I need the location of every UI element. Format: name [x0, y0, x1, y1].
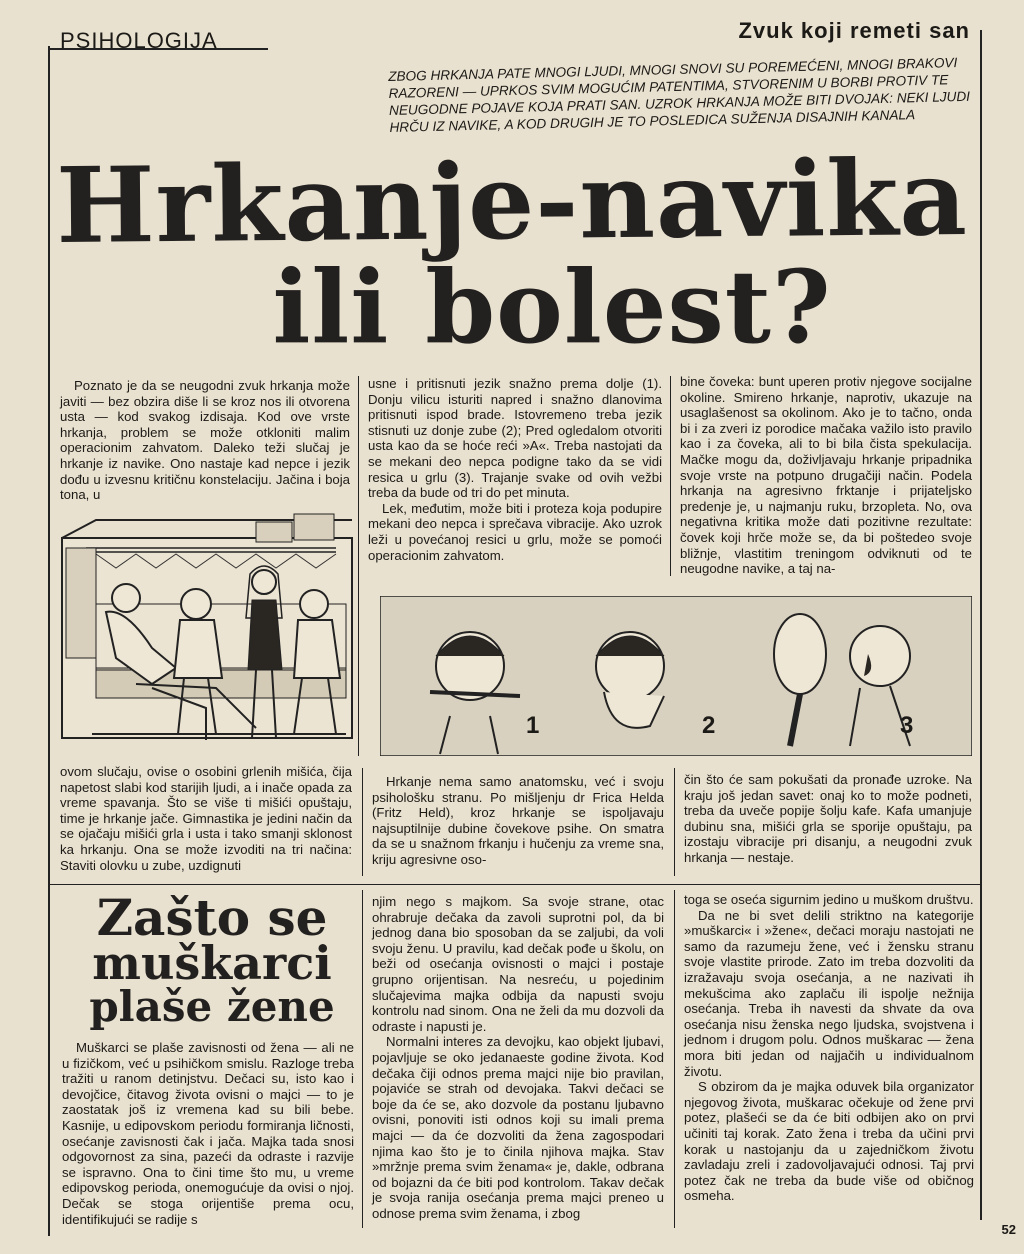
column-divider — [358, 376, 359, 756]
exercise-illustrations — [380, 596, 972, 756]
article2-col1 — [62, 1040, 354, 1227]
column-divider — [670, 376, 671, 576]
exercise-drawing — [380, 596, 972, 756]
paragraph: Hrkanje nema samo anatomsku, već i svoju psihološku stranu. Po mišljenju dr Frica Helda (Fritz Held), kroz hrkanje se ispoljavaju najsuptilnije dubine čovekove psihe. On smatra da se u snažnom frkanju i hučenju za vreme sna, kriju agresivne oso- — [372, 774, 664, 867]
article1-col2-top — [368, 376, 662, 563]
article1-col3-mid — [684, 772, 972, 866]
paragraph: čin što će sam pokušati da pronađe uzroke. Na kraju još jedan savet: onaj ko to može podneti, treba da uveče popije šolju kafe. Kafa umanjuje dubinu sna, mišići grla se sporije opuštaju, pa izostaju vibracije pri disanju, a neugodni zvuk hrkanja — nestaje. — [684, 772, 972, 865]
paragraph: bine čoveka: bunt uperen protiv njegove socijalne okoline. Smireno hrkanje, naprotiv, ukazuje na usaglašenost sa okolinom. Ako je to tačno, onda bi i za zveri iz porodice mačaka važilo isto pravilo kao i za čoveka, ali to bi bila čista spekulacija. Mačke mogu da, doživljavaju hrkanje pripadnika svoje vrste na potpuno drugačiji način. Podela hrkanja na agresivno frktanje i prijateljsko predenje je, u najmanju ruku, brzopleta. No, ova negativna kritika može dati pozitivne rezultate: čovek koji hrče može se, da bi poštedeo svoje bližnje, vlastitim treningom odviknuti od te neugodne navike, a taj na- — [680, 374, 972, 577]
cartoon-drawing — [56, 508, 356, 760]
article1-col1-mid — [60, 764, 352, 873]
snoring-passengers-illustration — [56, 508, 356, 760]
topic-label: Zvuk koji remeti san — [738, 18, 970, 43]
article1-col2-mid — [372, 774, 664, 868]
article2-col2 — [372, 894, 664, 1221]
column-divider — [674, 890, 675, 1228]
paragraph: Da ne bi svet delili striktno na kategorije »muškarci« i »žene«, dečaci moraju nastojati ne samo da razumeju žene, već i žensku stranu svoje vlastite prirode. Zato im treba dozvoliti da izražavaju svoja osećanja, a ne nazivati ih mekušcima ako zaplaču ili ispolje nežnija osećanja. Treba ih navesti da shvate da ova osećanja nisu ženska nego ljudska, svojstvena i jednom i drugom polu. Odnos muškarac — žena mora biti jedan od najjačih u individualnom životu. — [684, 907, 974, 1079]
paragraph: usne i pritisnuti jezik snažno prema dolje (1). Donju vilicu isturiti napred i snažno dlanovima pritisnuti ispod brade. Istovremeno treba jezik stisnuti uz donje zube (2); Pred ogledalom otvoriti usta kao da se hoće reći »A«. Treba nastojati da se mekani deo nepca podigne tako da se vidi resica u grlu (3). Trajanje svake od ovih vežbi treba da bude od tri do pet minuta. — [368, 376, 662, 501]
paragraph: Poznato je da se neugodni zvuk hrkanja može javiti — bez obzira diše li se kroz nos ili otvorena usta — kod svakog izdisaja. Kod ove vrste hrkanja, problem se može otkloniti malim operacionim zahvatom. Daleko teži slučaj je hrkanje iz navike. Ono nastaje kad nepce i jezik dođu u izvesnu kritičnu konstelaciju. Jačina i boja tona, u — [60, 378, 350, 503]
paragraph: ovom slučaju, ovise o osobini grlenih mišića, čija napetost slabi kod starijih ljudi, a i inače opada za vreme spavanja. Što se više ti mišići opuštaju, time je hrkanje jače. Gimnastika je jedini način da se ojačaju mišići grla i usta i tako smanji sklonost ka hrkanju. Ona se može izvoditi na tri načina: Staviti olovku u zube, uzdignuti — [60, 764, 352, 873]
headline-line-2: ili bolest? — [272, 248, 832, 366]
article1-col1-top — [60, 378, 350, 503]
paragraph: S obzirom da je majka oduvek bila organizator njegovog života, muškarac očekuje od žene prvi potez, plašeći se da će biti odbijen ako on prvi učiniti taj korak. Zato žena i treba da učini prvi korak u nastojanju da u zajedničkom životu zavladaju zreli i zadovoljavajući odnosi. Taj prvi potez čak ne treba da bude više od običnog osmeha. — [684, 1079, 974, 1204]
exercise-label-3: 3 — [900, 712, 914, 739]
article1-col3-top — [680, 374, 972, 577]
article2-headline-line-2: muškarci — [92, 936, 332, 990]
page-number: 52 — [1001, 1222, 1016, 1237]
paragraph: Normalni interes za devojku, kao objekt ljubavi, pojavljuje se oko jedanaeste godine života. Kod dečaka čiji odnos prema majci nije bio pravilan, pojaviće se strah od devojaka. Takvi dečaci se boje da će se, ako dozvole da postanu ljubavno ovisni, ponoviti isti odnos koji su imali prema majci — da će dozvoliti da žena zagospodari njima kao što je to činila njihova majka. Stav »mržnje prema svim ženama« je, dakle, odbrana od bojazni da će biti pod kontrolom. Takav dečak je svoja ranija osećanja prema majci preneo u odnose prema svim ženama, i zbog — [372, 1034, 664, 1221]
exercise-label-1: 1 — [526, 712, 540, 739]
headline-line-1: Hrkanje-navika — [55, 136, 969, 267]
exercise-label-2: 2 — [702, 712, 716, 739]
section-label: PSIHOLOGIJA — [60, 28, 218, 53]
article2-headline-line-3: plaše žene — [89, 982, 335, 1031]
column-divider — [362, 768, 363, 876]
article-separator — [48, 884, 980, 885]
article2-col3 — [684, 892, 974, 1204]
column-divider — [674, 768, 675, 876]
article2-headline-line-1: Zašto se — [96, 888, 328, 947]
column-divider — [362, 890, 363, 1228]
paragraph: Muškarci se plaše zavisnosti od žena — ali ne u fizičkom, već u psihičkom smislu. Razloge treba tražiti u ranom detinjstvu. Dečaci su, isto kao i devojčice, čitavog života ovisni o majci — to je zaostatak još iz vremena kad su bili bebe. Kasnije, u edipovskom periodu formiranja ličnosti, osećanje zavisnosti čak i jača. Majka tada snosi odgovornost za sina, pazeći da odraste i razvije se ispravno. Ona to čini time što mu, u vreme edipovskog perioda, onemogućuje da ovisi o njoj. Dečak se stoga orijentiše prema ocu, identifikujući se radije s — [62, 1040, 354, 1227]
paragraph: njim nego s majkom. Sa svoje strane, otac ohrabruje dečaka da zavoli suprotni pol, da bi jednog dana bio sposoban da se zaljubi, da voli svoju ženu. U pravilu, kad dečak pođe u školu, on beži od osećanja ovisnosti o majci i postaje grupno orijentisan. Na nesreću, u pojedinim slučajevima majka odbija da napusti svoju kontrolu nad sinom. Ona ne želi da mu dozvoli da odraste i napusti je. — [372, 894, 664, 1034]
article-deck: ZBOG HRKANJA PATE MNOGI LJUDI, MNOGI SNOVI SU POREMEĆENI, MNOGI BRAKOVI RAZORENI — UPRKOS SVIM MOGUĆIM PATENTIMA, STVORENIM U BORBI PROTIV TE NEUGODNE POJAVE KOJA PRATI SAN. UZROK HRKANJA MOŽE BITI DVOJAK: NEKI LJUDI HRČU IZ NAVIKE, A KOD DRUGIH JE TO POSLEDICA SUŽENJA DISAJNIH KANALA — [388, 55, 971, 135]
paragraph: toga se oseća sigurnim jedino u muškom društvu. — [684, 892, 974, 907]
paragraph: Lek, međutim, može biti i proteza koja podupire mekani deo nepca i sprečava vibracije. Ako uzrok leži u povećanoj resici u grlu, može se pomoći operacionim zahvatom. — [368, 500, 662, 563]
